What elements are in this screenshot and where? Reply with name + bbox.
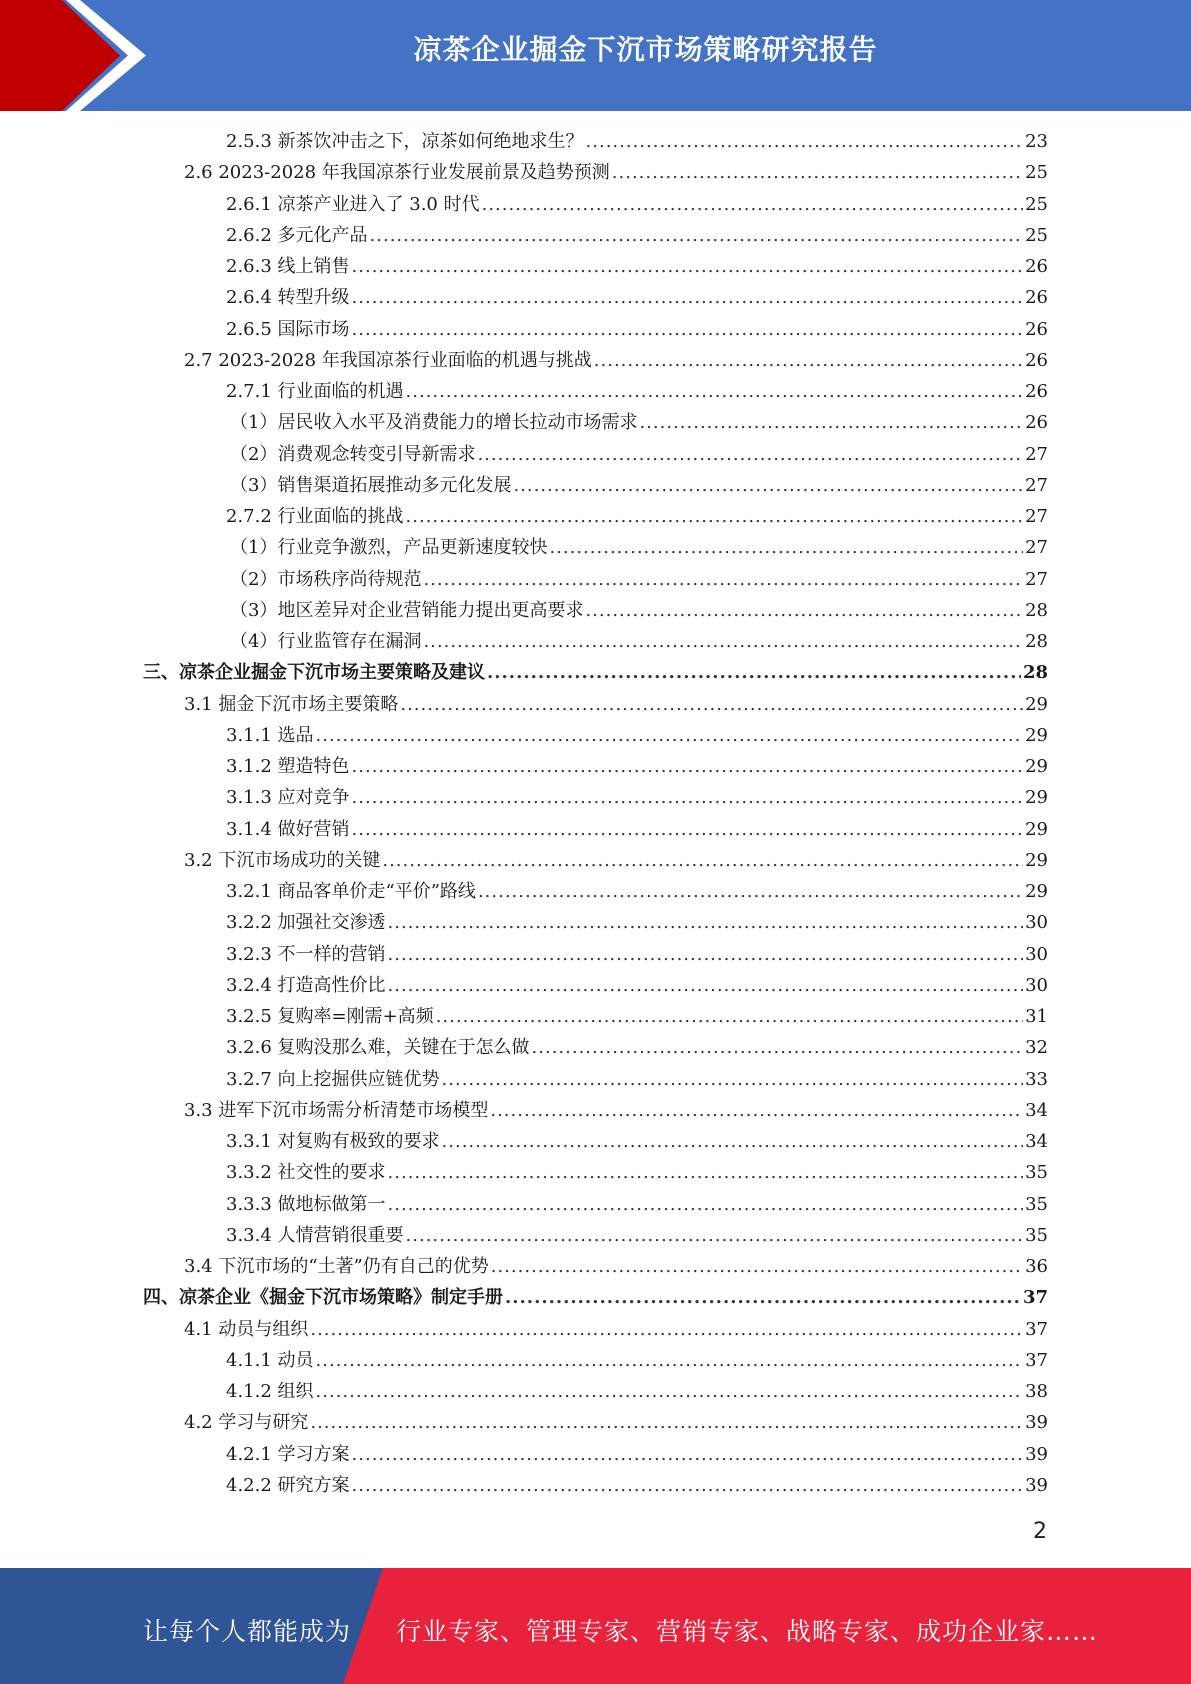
toc-entry-page: 27 — [1025, 443, 1048, 465]
toc-entry-page: 26 — [1025, 349, 1048, 371]
toc-entry-title: 4.1.1 动员 — [226, 1349, 314, 1371]
toc-entry[interactable] — [143, 221, 1048, 252]
toc-entry-title: 3.3.4 人情营销很重要 — [226, 1224, 404, 1246]
toc-entry[interactable] — [143, 908, 1048, 939]
toc-entry-page: 29 — [1025, 881, 1048, 902]
toc-dot-leader — [436, 1006, 1023, 1027]
toc-entry[interactable] — [143, 502, 1048, 533]
toc-entry-title: （2）市场秩序尚待规范 — [230, 568, 422, 590]
toc-entry-title: 3.3.2 社交性的要求 — [226, 1162, 386, 1184]
toc-entry-title: （3）地区差异对企业营销能力提出更高要求 — [230, 599, 584, 621]
toc-entry-title: （1）行业竞争激烈，产品更新速度较快 — [230, 537, 548, 559]
toc-entry-page: 29 — [1025, 756, 1048, 777]
toc-entry-title: 4.2.1 学习方案 — [226, 1443, 350, 1465]
toc-dot-leader — [478, 881, 1023, 902]
toc-entry-title: 3.4 下沉市场的“土著”仍有自己的优势 — [184, 1256, 489, 1277]
toc-entry-title: 2.6.1 凉茶产业进入了 3.0 时代 — [226, 193, 480, 215]
toc-dot-leader — [406, 506, 1024, 527]
toc-entry-page: 37 — [1025, 1349, 1048, 1371]
toc-entry-page: 38 — [1025, 1381, 1048, 1402]
toc-dot-leader — [316, 1350, 1024, 1371]
toc-entry[interactable] — [143, 471, 1048, 502]
toc-dot-leader — [423, 569, 1023, 590]
toc-entry-title: 4.1.2 组织 — [226, 1381, 314, 1402]
toc-entry-page: 39 — [1025, 1443, 1048, 1465]
toc-entry[interactable] — [143, 846, 1048, 877]
toc-entry-title: 3.2.1 商品客单价走“平价”路线 — [226, 881, 476, 902]
toc-dot-leader — [639, 412, 1023, 433]
toc-dot-leader — [352, 256, 1024, 277]
toc-entry[interactable] — [143, 1440, 1048, 1471]
toc-entry-page: 26 — [1025, 381, 1048, 402]
toc-entry-page: 23 — [1025, 131, 1048, 152]
toc-dot-leader — [487, 662, 1021, 683]
toc-entry-title: 2.6.5 国际市场 — [226, 318, 350, 340]
toc-entry-page: 29 — [1025, 724, 1048, 746]
toc-entry-title: 3.2.4 打造高性价比 — [226, 974, 386, 996]
toc-dot-leader — [477, 444, 1023, 465]
toc-entry-title: 3.2.5 复购率=刚需+高频 — [226, 1006, 434, 1027]
toc-dot-leader — [352, 756, 1024, 777]
footer-slogan-right: 行业专家、管理专家、营销专家、战略专家、成功企业家…… — [396, 1617, 1099, 1646]
page-number: 2 — [1033, 1519, 1047, 1544]
toc-dot-leader — [352, 1444, 1024, 1465]
toc-entry-page: 29 — [1025, 849, 1048, 871]
toc-entry-title: （1）居民收入水平及消费能力的增长拉动市场需求 — [230, 412, 638, 434]
toc-dot-leader — [310, 1319, 1023, 1340]
toc-entry-title: 3.3.1 对复购有极致的要求 — [226, 1131, 440, 1152]
toc-entry-title: 3.2.2 加强社交渗透 — [226, 912, 386, 934]
toc-entry-page: 27 — [1025, 506, 1048, 527]
toc-entry[interactable] — [143, 596, 1048, 627]
toc-entry[interactable] — [143, 377, 1048, 408]
toc-dot-leader — [612, 162, 1023, 183]
toc-entry-page: 31 — [1025, 1006, 1048, 1027]
toc-entry-page: 25 — [1025, 162, 1048, 184]
toc-entry[interactable] — [143, 1377, 1048, 1408]
toc-entry[interactable] — [143, 658, 1048, 689]
toc-entry[interactable] — [143, 1158, 1048, 1189]
toc-entry-title: 四、凉茶企业《掘金下沉市场策略》制定手册 — [143, 1287, 503, 1309]
toc-entry[interactable] — [143, 815, 1048, 846]
toc-entry[interactable] — [143, 1033, 1048, 1064]
toc-dot-leader — [352, 819, 1024, 840]
toc-dot-leader — [316, 1381, 1024, 1402]
toc-dot-leader — [316, 725, 1024, 746]
toc-entry[interactable] — [143, 1065, 1048, 1096]
toc-entry[interactable] — [143, 783, 1048, 814]
toc-dot-leader — [370, 225, 1024, 246]
toc-entry-page: 34 — [1025, 1099, 1048, 1121]
toc-entry[interactable] — [143, 752, 1048, 783]
toc-entry-title: 2.6.4 转型升级 — [226, 287, 350, 309]
toc-entry-title: （2）消费观念转变引导新需求 — [230, 443, 476, 465]
toc-entry[interactable] — [143, 1315, 1048, 1346]
toc-dot-leader — [406, 1225, 1024, 1246]
toc-dot-leader — [388, 1162, 1024, 1183]
toc-entry[interactable] — [143, 1283, 1048, 1314]
toc-entry-title: （4）行业监管存在漏洞 — [230, 631, 422, 652]
toc-entry-title: 3.1.1 选品 — [226, 724, 314, 746]
toc-dot-leader — [505, 1287, 1021, 1308]
toc-dot-leader — [382, 850, 1023, 871]
toc-entry-title: 2.7.1 行业面临的机遇 — [226, 381, 404, 402]
toc-entry-page: 28 — [1025, 631, 1048, 652]
toc-dot-leader — [490, 1100, 1023, 1121]
toc-entry-page: 29 — [1025, 693, 1048, 715]
toc-entry[interactable] — [143, 1096, 1048, 1127]
toc-dot-leader — [352, 1475, 1024, 1496]
toc-entry-page: 32 — [1025, 1037, 1048, 1059]
toc-entry-page: 26 — [1025, 412, 1048, 434]
toc-entry[interactable] — [143, 565, 1048, 596]
toc-dot-leader — [388, 1194, 1024, 1215]
toc-dot-leader — [586, 131, 1024, 152]
toc-entry-title: 三、凉茶企业掘金下沉市场主要策略及建议 — [143, 662, 485, 684]
toc-entry-page: 26 — [1025, 318, 1048, 340]
toc-entry-page: 27 — [1025, 537, 1048, 559]
page-header — [0, 0, 1191, 111]
toc-dot-leader — [513, 475, 1023, 496]
table-of-contents — [143, 127, 1048, 1502]
toc-entry[interactable] — [143, 1002, 1048, 1033]
toc-entry[interactable] — [143, 346, 1048, 377]
toc-entry[interactable] — [143, 315, 1048, 346]
toc-dot-leader — [406, 381, 1024, 402]
toc-entry[interactable] — [143, 1221, 1048, 1252]
toc-entry[interactable] — [143, 283, 1048, 314]
toc-entry-page: 33 — [1025, 1068, 1048, 1090]
toc-entry-title: 4.1 动员与组织 — [184, 1318, 309, 1340]
toc-entry-page: 37 — [1025, 1318, 1048, 1340]
toc-dot-leader — [352, 287, 1024, 308]
toc-entry-title: 2.7 2023-2028 年我国凉茶行业面临的机遇与挑战 — [184, 349, 592, 371]
toc-entry[interactable] — [143, 1252, 1048, 1283]
toc-entry[interactable] — [143, 627, 1048, 658]
toc-entry[interactable] — [143, 877, 1048, 908]
toc-entry-page: 35 — [1025, 1162, 1048, 1184]
toc-entry[interactable] — [143, 971, 1048, 1002]
toc-dot-leader — [585, 600, 1023, 621]
toc-dot-leader — [352, 787, 1024, 808]
toc-entry-page: 39 — [1025, 1474, 1048, 1496]
toc-entry-title: 3.1.3 应对竞争 — [226, 787, 350, 809]
toc-dot-leader — [594, 350, 1023, 371]
toc-entry[interactable] — [143, 940, 1048, 971]
toc-entry-title: 3.3 进军下沉市场需分析清楚市场模型 — [184, 1099, 489, 1121]
toc-entry[interactable] — [143, 252, 1048, 283]
toc-entry-title: 3.1.2 塑造特色 — [226, 756, 350, 777]
toc-dot-leader — [532, 1037, 1024, 1058]
toc-entry[interactable] — [143, 127, 1048, 158]
toc-entry-page: 29 — [1025, 787, 1048, 809]
toc-entry-title: 3.2.3 不一样的营销 — [226, 943, 386, 965]
toc-entry-page: 27 — [1025, 568, 1048, 590]
toc-entry-title: 3.3.3 做地标做第一 — [226, 1193, 386, 1215]
toc-entry[interactable] — [143, 1190, 1048, 1221]
toc-entry-page: 35 — [1025, 1193, 1048, 1215]
toc-dot-leader — [423, 631, 1023, 652]
toc-entry-page: 30 — [1025, 912, 1048, 934]
footer-slogan-left: 让每个人都能成为 — [143, 1617, 352, 1646]
toc-entry[interactable] — [143, 158, 1048, 189]
toc-dot-leader — [491, 1256, 1023, 1277]
toc-entry-page: 27 — [1025, 474, 1048, 496]
toc-entry-page: 25 — [1025, 224, 1048, 246]
toc-entry-page: 26 — [1025, 256, 1048, 277]
toc-entry[interactable] — [143, 1346, 1048, 1377]
toc-entry-page: 26 — [1025, 287, 1048, 309]
toc-entry-page: 25 — [1025, 193, 1048, 215]
toc-entry-page: 30 — [1025, 974, 1048, 996]
toc-entry-title: 2.6.2 多元化产品 — [226, 224, 368, 246]
toc-entry[interactable] — [143, 190, 1048, 221]
report-title: 凉茶企业掘金下沉市场策略研究报告 — [413, 33, 878, 66]
toc-entry-page: 28 — [1025, 599, 1048, 621]
page-footer — [0, 1568, 1191, 1684]
toc-entry-page: 30 — [1025, 943, 1048, 965]
toc-entry-title: 3.2.6 复购没那么难，关键在于怎么做 — [226, 1037, 530, 1059]
toc-entry-title: 2.5.3 新茶饮冲击之下，凉茶如何绝地求生？ — [226, 131, 584, 152]
toc-entry[interactable] — [143, 1408, 1048, 1439]
toc-entry-page: 39 — [1025, 1412, 1048, 1434]
toc-dot-leader — [442, 1131, 1024, 1152]
toc-entry-title: 2.6 2023-2028 年我国凉茶行业发展前景及趋势预测 — [184, 162, 610, 184]
toc-entry-page: 28 — [1022, 662, 1048, 684]
toc-dot-leader — [352, 319, 1024, 340]
toc-dot-leader — [310, 1412, 1023, 1433]
toc-entry-title: 4.2.2 研究方案 — [226, 1474, 350, 1496]
toc-dot-leader — [400, 694, 1023, 715]
toc-entry-page: 29 — [1025, 818, 1048, 840]
toc-entry-title: 2.6.3 线上销售 — [226, 256, 350, 277]
toc-entry[interactable] — [143, 690, 1048, 721]
toc-dot-leader — [388, 912, 1024, 933]
toc-dot-leader — [388, 944, 1024, 965]
toc-entry[interactable] — [143, 1471, 1048, 1502]
toc-entry-page: 37 — [1022, 1287, 1048, 1309]
toc-entry[interactable] — [143, 721, 1048, 752]
toc-entry-title: 3.1 掘金下沉市场主要策略 — [184, 693, 399, 715]
toc-entry[interactable] — [143, 408, 1048, 439]
toc-entry[interactable] — [143, 533, 1048, 564]
toc-entry-title: 2.7.2 行业面临的挑战 — [226, 506, 404, 527]
toc-entry-title: 3.1.4 做好营销 — [226, 818, 350, 840]
toc-dot-leader — [442, 1069, 1024, 1090]
toc-entry[interactable] — [143, 440, 1048, 471]
toc-entry-page: 34 — [1025, 1131, 1048, 1152]
toc-dot-leader — [388, 975, 1024, 996]
toc-entry-title: 3.2 下沉市场成功的关键 — [184, 849, 381, 871]
toc-entry[interactable] — [143, 1127, 1048, 1158]
toc-dot-leader — [482, 194, 1024, 215]
toc-entry-title: （3）销售渠道拓展推动多元化发展 — [230, 474, 512, 496]
toc-dot-leader — [549, 537, 1023, 558]
toc-entry-page: 36 — [1025, 1256, 1048, 1277]
toc-entry-page: 35 — [1025, 1224, 1048, 1246]
toc-entry-title: 4.2 学习与研究 — [184, 1412, 309, 1434]
toc-entry-title: 3.2.7 向上挖掘供应链优势 — [226, 1068, 440, 1090]
